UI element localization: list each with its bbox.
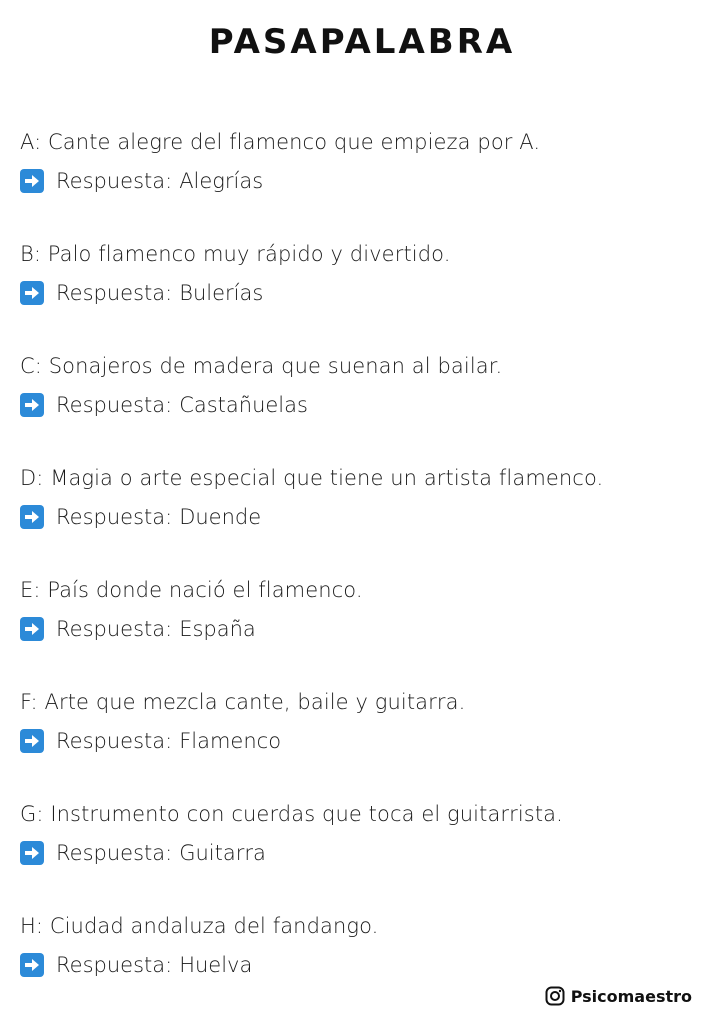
footer-handle: Psicomaestro <box>570 986 692 1006</box>
qa-item <box>20 348 710 460</box>
right-arrow-icon <box>20 393 44 417</box>
right-arrow-icon <box>20 281 44 305</box>
answer-line <box>20 722 710 760</box>
qa-item <box>20 684 710 796</box>
question-text: E: País donde nació el flamenco. <box>20 578 363 602</box>
answer-prefix: Respuesta: <box>56 617 173 641</box>
question-text: H: Ciudad andaluza del fandango. <box>20 914 379 938</box>
answer-text: Flamenco <box>179 729 282 753</box>
right-arrow-icon <box>20 841 44 865</box>
right-arrow-icon <box>20 169 44 193</box>
answer-line <box>20 946 710 984</box>
answer-line <box>20 610 710 648</box>
answer-text: Castañuelas <box>179 393 308 417</box>
answer-prefix: Respuesta: <box>56 505 173 529</box>
answer-prefix: Respuesta: <box>56 841 173 865</box>
question-text: C: Sonajeros de madera que suenan al bailar. <box>20 354 503 378</box>
answer-line <box>20 834 710 872</box>
qa-item <box>20 124 710 236</box>
qa-item <box>20 460 710 572</box>
right-arrow-icon <box>20 505 44 529</box>
footer-credit <box>545 986 692 1006</box>
answer-text: Alegrías <box>179 169 264 193</box>
right-arrow-icon <box>20 617 44 641</box>
answer-line <box>20 274 710 312</box>
answer-line <box>20 162 710 200</box>
qa-item <box>20 572 710 684</box>
question-text: A: Cante alegre del flamenco que empieza por A. <box>20 130 541 154</box>
answer-prefix: Respuesta: <box>56 169 173 193</box>
answer-line <box>20 386 710 424</box>
answer-text: Duende <box>179 505 262 529</box>
answer-text: España <box>179 617 256 641</box>
right-arrow-icon <box>20 953 44 977</box>
question-text: F: Arte que mezcla cante, baile y guitarra. <box>20 690 466 714</box>
answer-prefix: Respuesta: <box>56 953 173 977</box>
answer-prefix: Respuesta: <box>56 281 173 305</box>
question-text: G: Instrumento con cuerdas que toca el guitarrista. <box>20 802 563 826</box>
qa-item <box>20 236 710 348</box>
instagram-icon <box>545 986 565 1006</box>
answer-text: Bulerías <box>179 281 264 305</box>
question-text: D: Magia o arte especial que tiene un artista flamenco. <box>20 466 604 490</box>
answer-prefix: Respuesta: <box>56 393 173 417</box>
answer-prefix: Respuesta: <box>56 729 173 753</box>
qa-list <box>20 124 710 1020</box>
answer-text: Guitarra <box>179 841 266 865</box>
page-title: PASAPALABRA <box>208 22 516 62</box>
answer-line <box>20 498 710 536</box>
right-arrow-icon <box>20 729 44 753</box>
question-text: B: Palo flamenco muy rápido y divertido. <box>20 242 451 266</box>
answer-text: Huelva <box>179 953 253 977</box>
qa-item <box>20 796 710 908</box>
